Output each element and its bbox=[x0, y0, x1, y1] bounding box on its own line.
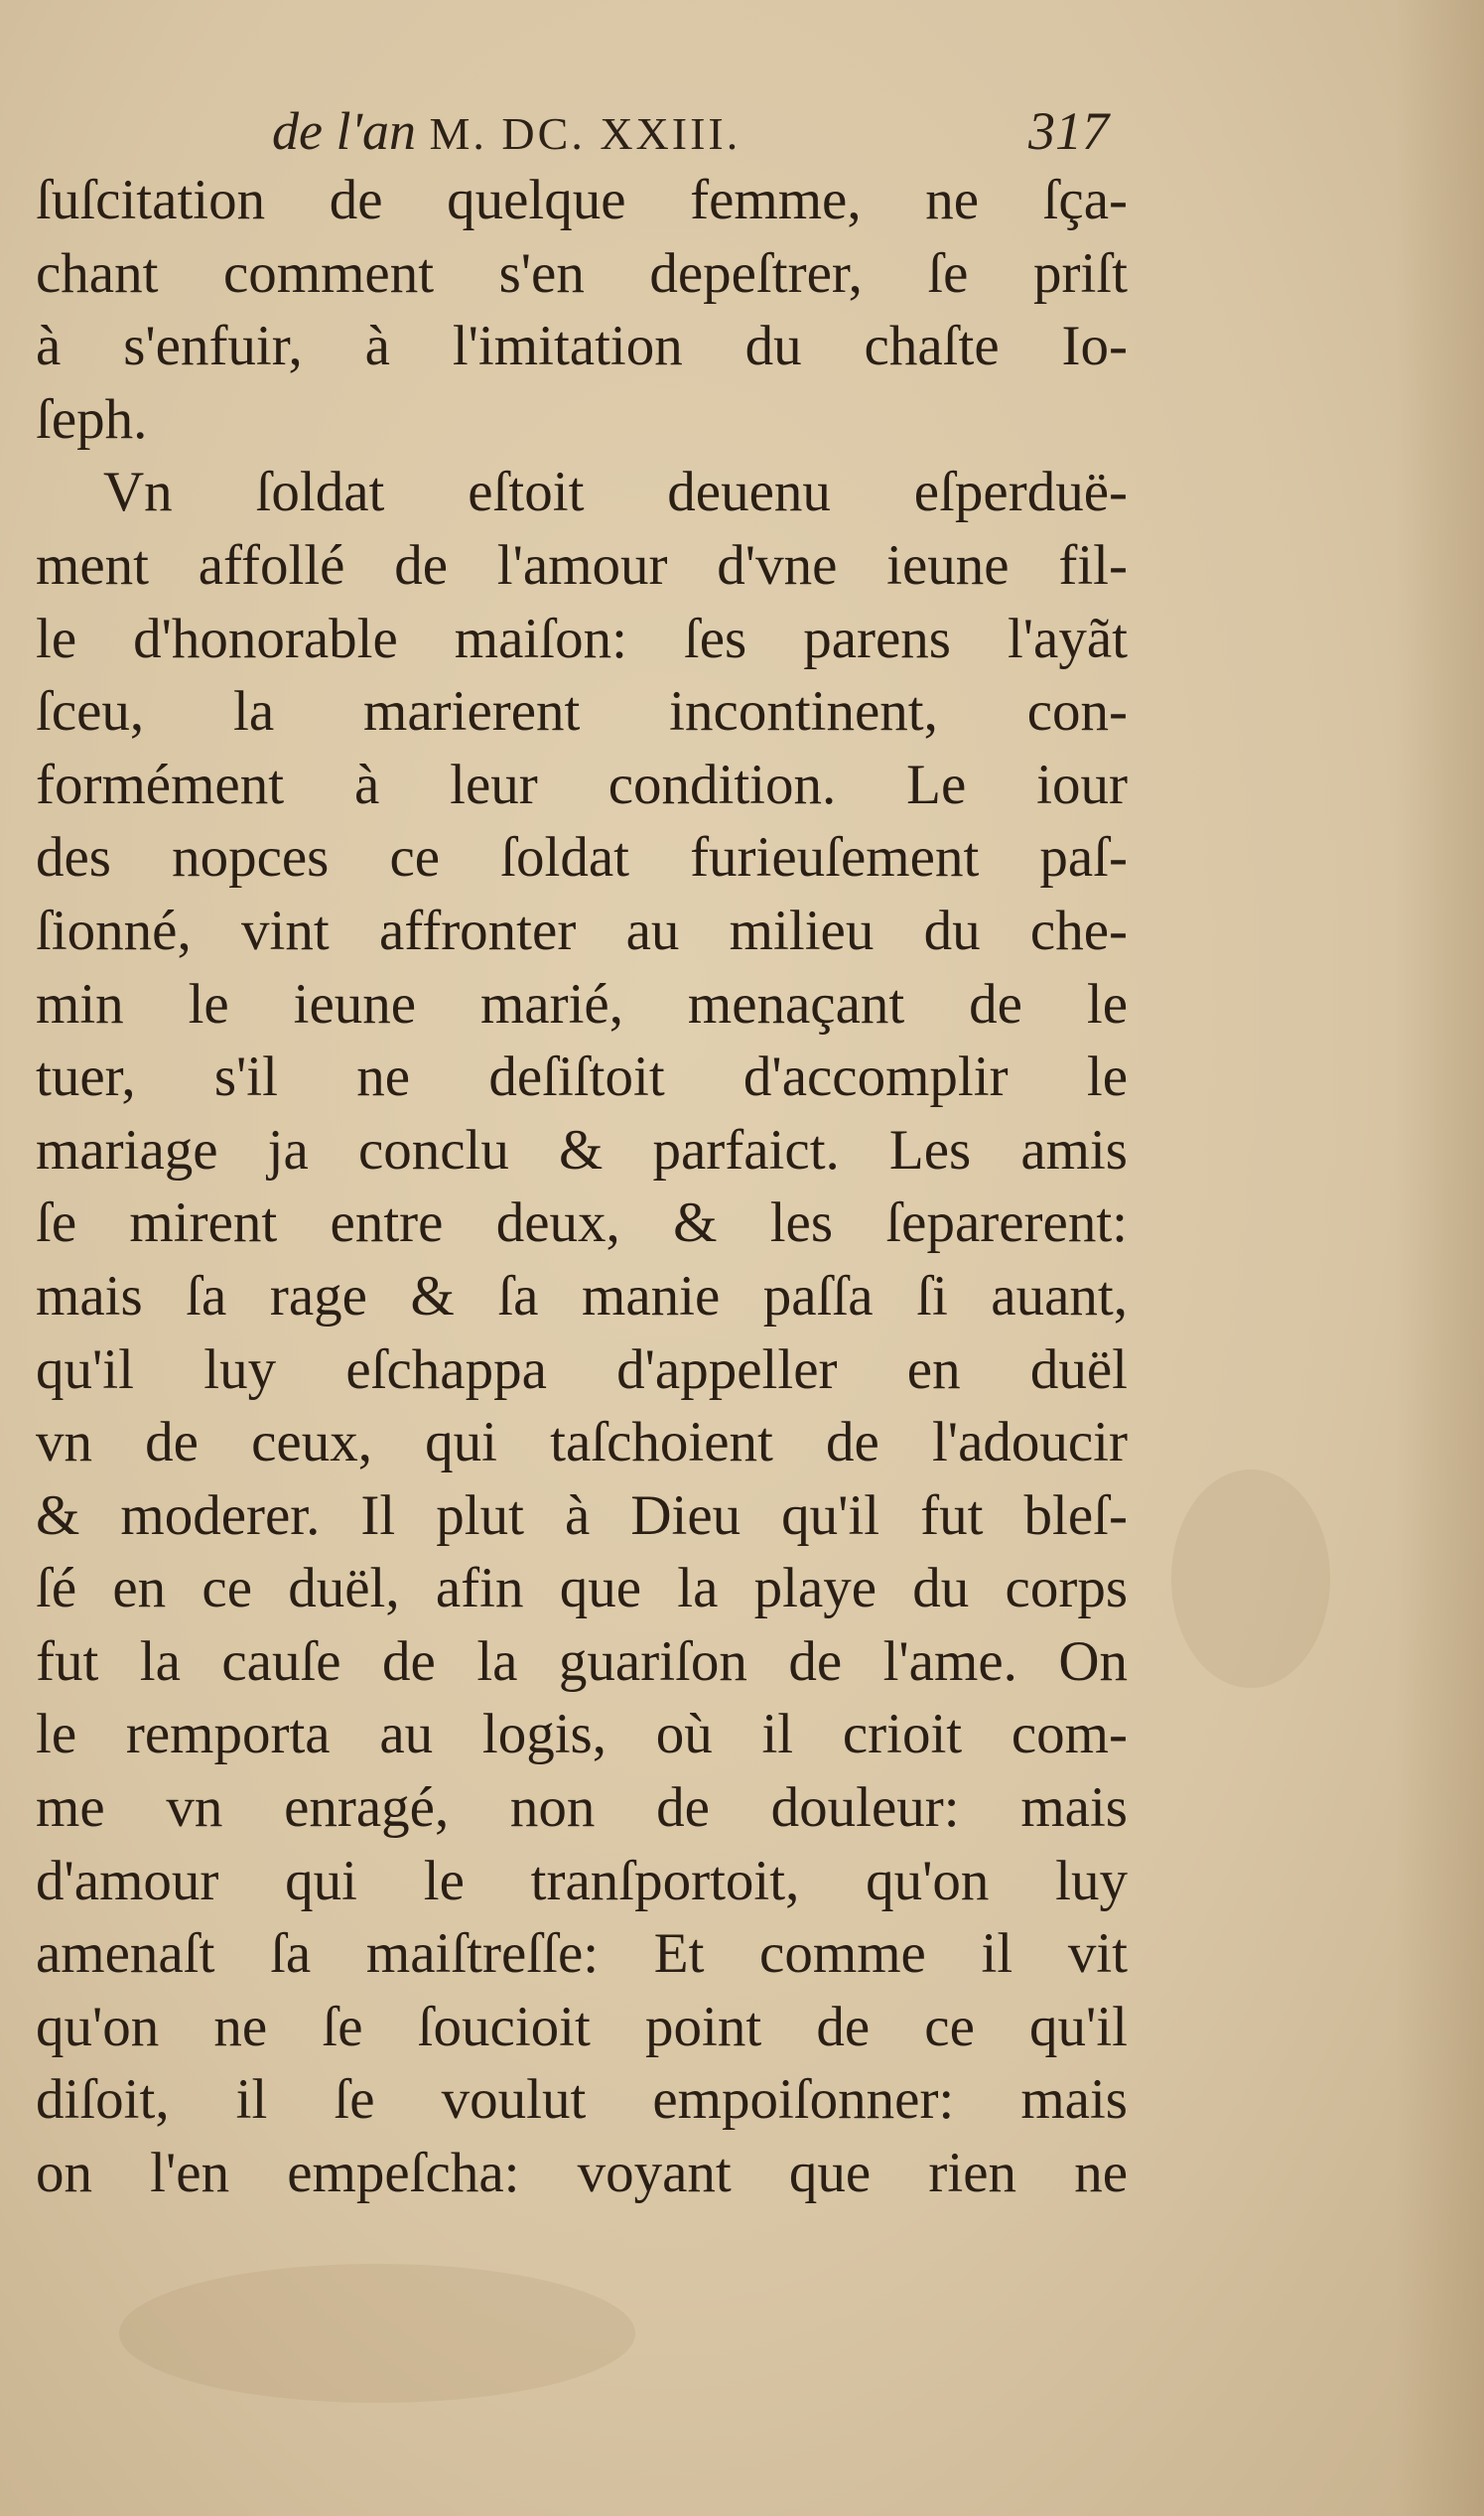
text-line: des nopces ce ſoldat furieuſement paſ- bbox=[36, 826, 1128, 890]
text-line: min le ieune marié, menaçant de le bbox=[36, 972, 1128, 1036]
text-line: fut la cauſe de la guariſon de l'ame. On bbox=[36, 1629, 1128, 1693]
paper-stain bbox=[1171, 1469, 1330, 1688]
text-line: ſe mirent entre deux, & les ſeparerent: bbox=[36, 1191, 1128, 1255]
text-line: ſionné, vint affronter au milieu du che- bbox=[36, 899, 1128, 962]
text-line: mariage ja conclu & parfaict. Les amis bbox=[36, 1118, 1128, 1182]
text-line: & moderer. Il plut à Dieu qu'il fut bleſ- bbox=[36, 1483, 1128, 1547]
text-line: chant comment s'en depeſtrer, ſe priſt bbox=[36, 241, 1128, 305]
text-line: vn de ceux, qui taſchoient de l'adoucir bbox=[36, 1411, 1128, 1474]
text-line: tuer, s'il ne deſiſtoit d'accomplir le bbox=[36, 1046, 1128, 1109]
running-head bbox=[36, 91, 1128, 171]
text-line: à s'enfuir, à l'imitation du chaſte Io- bbox=[36, 315, 1128, 378]
text-line: ſceu, la marierent incontinent, con- bbox=[36, 680, 1128, 744]
text-line: me vn enragé, non de douleur: mais bbox=[36, 1776, 1128, 1840]
running-head-italic: de l'an bbox=[272, 101, 417, 161]
text-line: on l'en empeſcha: voyant que rien ne bbox=[36, 2142, 1128, 2205]
text-line: ſé en ce duël, afin que la playe du corps bbox=[36, 1557, 1128, 1620]
text-line: le d'honorable maiſon: ſes parens l'ayãt bbox=[36, 607, 1128, 670]
body-text bbox=[36, 164, 1128, 2210]
text-line: amenaſt ſa maiſtreſſe: Et comme il vit bbox=[36, 1922, 1128, 1986]
text-line: mais ſa rage & ſa manie paſſa ſi auant, bbox=[36, 1264, 1128, 1328]
page-number: 317 bbox=[1028, 101, 1109, 161]
text-line: ment affollé de l'amour d'vne ieune fil- bbox=[36, 533, 1128, 597]
running-head-title bbox=[272, 91, 741, 174]
paper-stain bbox=[119, 2264, 635, 2403]
text-line: ſeph. bbox=[36, 387, 148, 451]
text-line: diſoit, il ſe voulut empoiſonner: mais bbox=[36, 2068, 1128, 2132]
text-line: formément à leur condition. Le iour bbox=[36, 753, 1128, 816]
text-line: ſuſcitation de quelque femme, ne ſça- bbox=[36, 169, 1128, 231]
text-line: Vn ſoldat eſtoit deuenu eſperduë- bbox=[103, 461, 1128, 524]
text-line: d'amour qui le tranſportoit, qu'on luy bbox=[36, 1849, 1128, 1912]
text-line: qu'il luy eſchappa d'appeller en duël bbox=[36, 1337, 1128, 1401]
text-line: le remporta au logis, où il crioit com- bbox=[36, 1703, 1128, 1766]
running-head-year: M. DC. XXIII. bbox=[429, 108, 742, 159]
text-line: qu'on ne ſe ſoucioit point de ce qu'il bbox=[36, 1995, 1128, 2058]
